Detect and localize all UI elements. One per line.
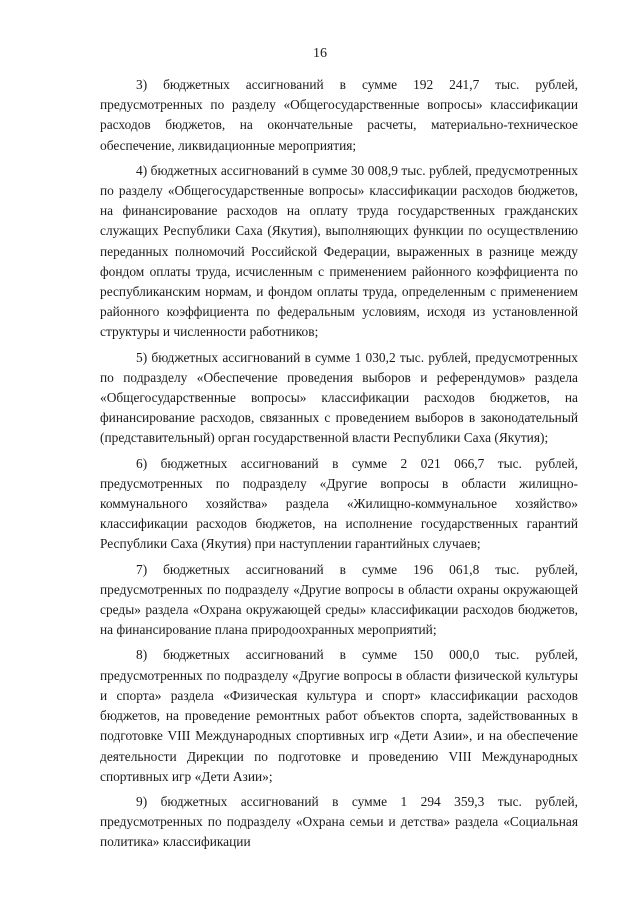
paragraph-item-5: 5) бюджетных ассигнований в сумме 1 030,2 тыс. рублей, предусмотренных по подразделу «Обеспечение проведения выборов и референдумов» раздела «Общегосударственные вопросы» классификации расходов бюджетов, на финансирование расходов, связанных с проведением выборов в законодательный (представительный) орган государственной власти Республики Саха (Якутия); [100, 349, 578, 446]
paragraph-item-7: 7) бюджетных ассигнований в сумме 196 061,8 тыс. рублей, предусмотренных по подразделу «Другие вопросы в области охраны окружающей среды» раздела «Охрана окружающей среды» классификации расходов бюджетов, на финансирование плана природоохранных мероприятий; [100, 561, 578, 638]
page-number: 16 [313, 46, 327, 61]
paragraph-item-9: 9) бюджетных ассигнований в сумме 1 294 359,3 тыс. рублей, предусмотренных по подразделу «Охрана семьи и детства» раздела «Социальная политика» классификации [100, 793, 578, 850]
paragraph-item-8: 8) бюджетных ассигнований в сумме 150 000,0 тыс. рублей, предусмотренных по подразделу «Другие вопросы в области физической культуры и спорта» раздела «Физическая культура и спорт» классификации расходов бюджетов, на проведение ремонтных работ объектов спорта, задействованных в подготовке VIII Международных спортивных игр «Дети Азии», и на обеспечение деятельности Дирекции по подготовке и проведению VIII Международных спортивных игр «Дети Азии»; [100, 647, 578, 784]
document-body [100, 75, 578, 858]
paragraph-item-4: 4) бюджетных ассигнований в сумме 30 008,9 тыс. рублей, предусмотренных по разделу «Общегосударственные вопросы» классификации расходов бюджетов, на финансирование расходов на оплату труда государственных гражданских служащих Республики Саха (Якутия), выполняющих функции по осуществлению переданных полномочий Российской Федерации, выраженных в разнице между фондом оплаты труда, исчисленным с применением районного коэффициента по республиканским нормам, и фондом оплаты труда, определенным с применением районного коэффициента по федеральным условиям, исходя из установленной структуры и численности работников; [100, 162, 578, 340]
paragraph-item-6: 6) бюджетных ассигнований в сумме 2 021 066,7 тыс. рублей, предусмотренных по подразделу «Другие вопросы в области жилищно-коммунального хозяйства» раздела «Жилищно-коммунальное хозяйство» классификации расходов бюджетов, на исполнение государственных гарантий Республики Саха (Якутия) при наступлении гарантийных случаев; [100, 455, 578, 552]
paragraph-item-3: 3) бюджетных ассигнований в сумме 192 241,7 тыс. рублей, предусмотренных по разделу «Общегосударственные вопросы» классификации расходов бюджетов, на окончательные расчеты, материально-техническое обеспечение, ликвидационные мероприятия; [100, 77, 578, 153]
